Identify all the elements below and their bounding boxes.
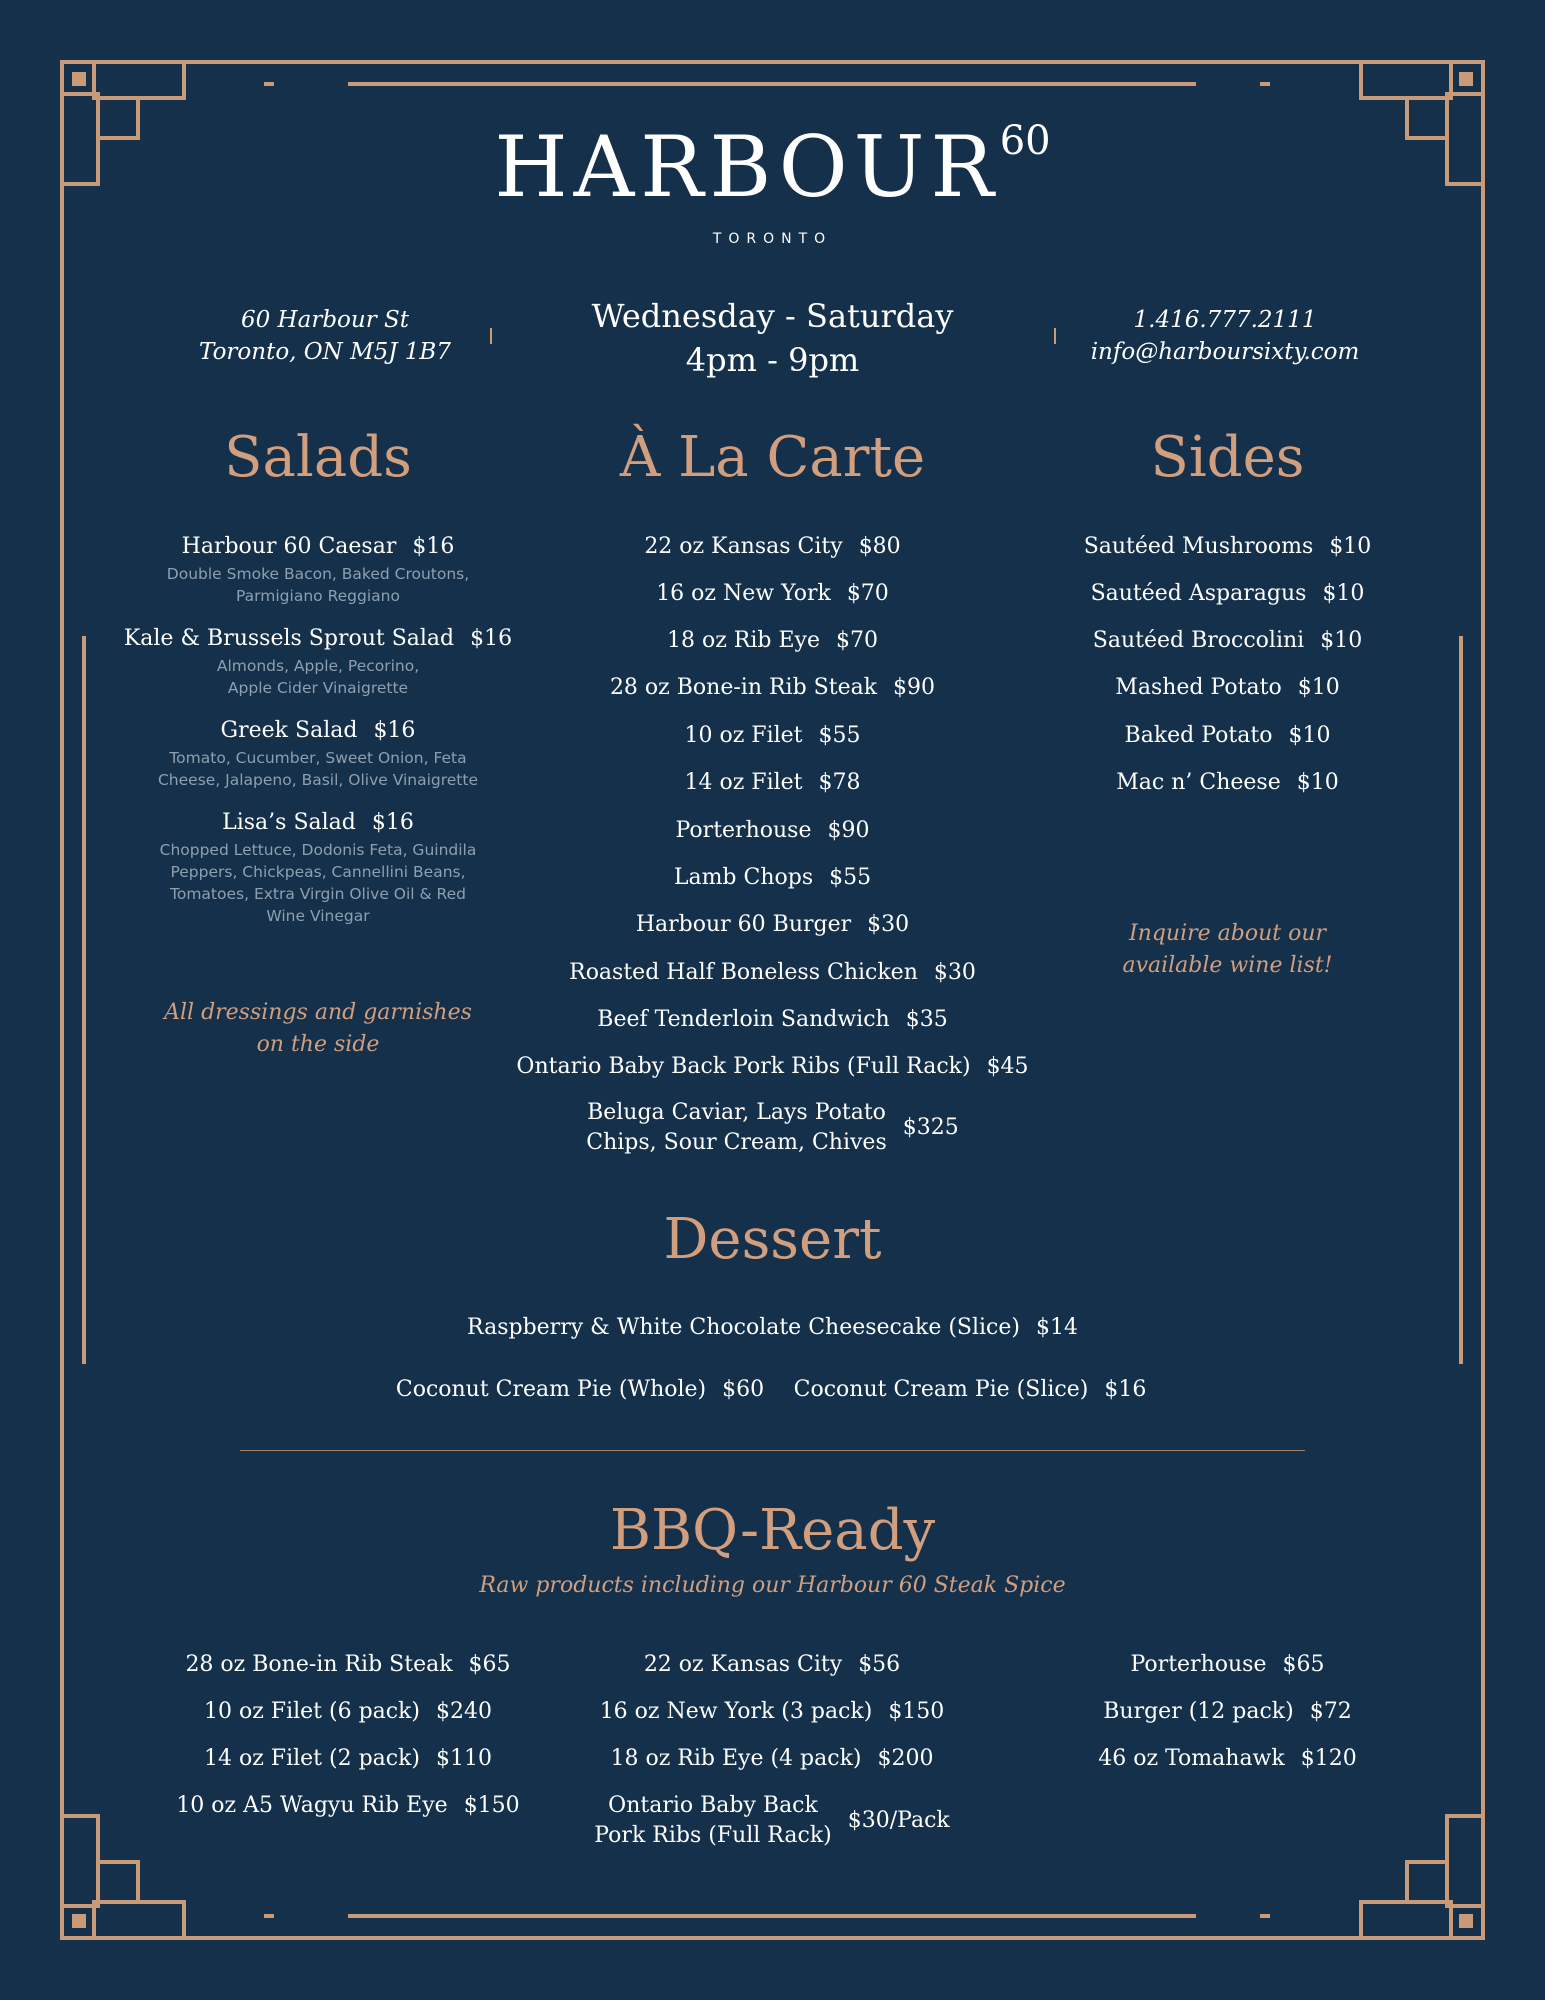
salad-description: Chopped Lettuce, Dodonis Feta, Guindila Peppers, Chickpeas, Cannellini Beans, Tomatoes, Extra Virgin Olive Oil & Red Wine Vinegar bbox=[159, 841, 477, 925]
menu-item: Harbour 60 Burger $30 bbox=[635, 912, 910, 937]
bbq-item: 14 oz Filet (2 pack) $110 bbox=[203, 1746, 492, 1771]
info-separator-left bbox=[490, 328, 492, 344]
alacarte-heading: À La Carte bbox=[619, 425, 926, 490]
side-item: Sautéed Broccolini $10 bbox=[1092, 628, 1363, 653]
sides-heading: Sides bbox=[1150, 425, 1305, 490]
bbq-item: 28 oz Bone-in Rib Steak $65 bbox=[185, 1652, 511, 1677]
dessert-heading: Dessert bbox=[663, 1207, 882, 1272]
logo-wordmark bbox=[0, 118, 1545, 216]
menu-item: 18 oz Rib Eye $70 bbox=[666, 628, 878, 653]
salads-heading: Salads bbox=[224, 425, 412, 490]
side-item: Mashed Potato $10 bbox=[1115, 675, 1340, 700]
address-line-1: 60 Harbour St bbox=[240, 307, 410, 333]
bbq-subtitle: Raw products including our Harbour 60 Steak Spice bbox=[479, 1573, 1066, 1598]
dessert-item: Coconut Cream Pie (Whole) $60 bbox=[395, 1377, 765, 1402]
info-separator-right bbox=[1054, 328, 1056, 344]
side-item: Baked Potato $10 bbox=[1124, 723, 1331, 748]
menu-item: Porterhouse $90 bbox=[675, 818, 870, 843]
menu-item: Ontario Baby Back Pork Ribs (Full Rack) $45 bbox=[516, 1054, 1029, 1079]
menu-item: Beef Tenderloin Sandwich $35 bbox=[597, 1007, 948, 1032]
salad-item: Kale & Brussels Sprout Salad $16 bbox=[123, 626, 513, 651]
contact-block bbox=[1070, 304, 1380, 368]
menu-item: 28 oz Bone-in Rib Steak $90 bbox=[609, 675, 936, 700]
menu-item: Lamb Chops $55 bbox=[673, 865, 872, 890]
menu-item: Roasted Half Boneless Chicken $30 bbox=[569, 960, 976, 985]
bbq-item: 10 oz Filet (6 pack) $240 bbox=[203, 1699, 492, 1724]
menu-item: 14 oz Filet $78 bbox=[684, 770, 861, 795]
bbq-item: Burger (12 pack) $72 bbox=[1103, 1699, 1352, 1724]
side-item: Sautéed Mushrooms $10 bbox=[1083, 534, 1372, 559]
dessert-item: Raspberry & White Chocolate Cheesecake (Slice) $14 bbox=[467, 1315, 1078, 1340]
address-line-2: Toronto, ON M5J 1B7 bbox=[199, 339, 451, 365]
opening-time: 4pm - 9pm bbox=[685, 341, 860, 379]
bbq-item: 18 oz Rib Eye (4 pack) $200 bbox=[610, 1746, 934, 1771]
bbq-item-ribs: Ontario Baby Back Pork Ribs (Full Rack) $30/Pack bbox=[594, 1793, 950, 1848]
restaurant-logo bbox=[0, 118, 1545, 247]
logo-city: TORONTO bbox=[712, 231, 833, 247]
opening-hours bbox=[560, 294, 985, 382]
wine-note: Inquire about our available wine list! bbox=[1122, 921, 1333, 978]
side-item: Sautéed Asparagus $10 bbox=[1090, 581, 1365, 606]
salad-description: Almonds, Apple, Pecorino, Apple Cider Vinaigrette bbox=[216, 657, 420, 697]
salad-description: Double Smoke Bacon, Baked Croutons, Parmigiano Reggiano bbox=[166, 565, 470, 605]
salads-note: All dressings and garnishes on the side bbox=[164, 1000, 472, 1057]
menu-item: 22 oz Kansas City $80 bbox=[644, 534, 901, 559]
opening-days: Wednesday - Saturday bbox=[591, 297, 954, 335]
section-divider bbox=[240, 1450, 1305, 1451]
bbq-heading: BBQ-Ready bbox=[609, 1498, 936, 1563]
address-block bbox=[180, 304, 470, 368]
logo-name: HARBOUR bbox=[494, 118, 1000, 216]
salad-item: Greek Salad $16 bbox=[220, 718, 416, 743]
bbq-item: 46 oz Tomahawk $120 bbox=[1098, 1746, 1357, 1771]
bbq-item: 22 oz Kansas City $56 bbox=[643, 1652, 901, 1677]
email-address: info@harboursixty.com bbox=[1090, 339, 1360, 365]
bbq-item: 10 oz A5 Wagyu Rib Eye $150 bbox=[176, 1793, 520, 1818]
side-item: Mac n’ Cheese $10 bbox=[1116, 770, 1339, 795]
salad-item: Harbour 60 Caesar $16 bbox=[181, 534, 455, 559]
bbq-item: Porterhouse $65 bbox=[1130, 1652, 1325, 1677]
dessert-item: Coconut Cream Pie (Slice) $16 bbox=[793, 1377, 1147, 1402]
menu-item: 16 oz New York $70 bbox=[656, 581, 889, 606]
bbq-item: 16 oz New York (3 pack) $150 bbox=[599, 1699, 945, 1724]
logo-number: 60 bbox=[999, 118, 1051, 164]
phone-number: 1.416.777.2111 bbox=[1133, 307, 1317, 333]
menu-item-caviar: Beluga Caviar, Lays Potato Chips, Sour Cream, Chives $325 bbox=[586, 1100, 959, 1155]
salad-description: Tomato, Cucumber, Sweet Onion, Feta Cheese, Jalapeno, Basil, Olive Vinaigrette bbox=[157, 749, 478, 789]
salad-item: Lisa’s Salad $16 bbox=[222, 810, 414, 835]
menu-item: 10 oz Filet $55 bbox=[684, 723, 861, 748]
